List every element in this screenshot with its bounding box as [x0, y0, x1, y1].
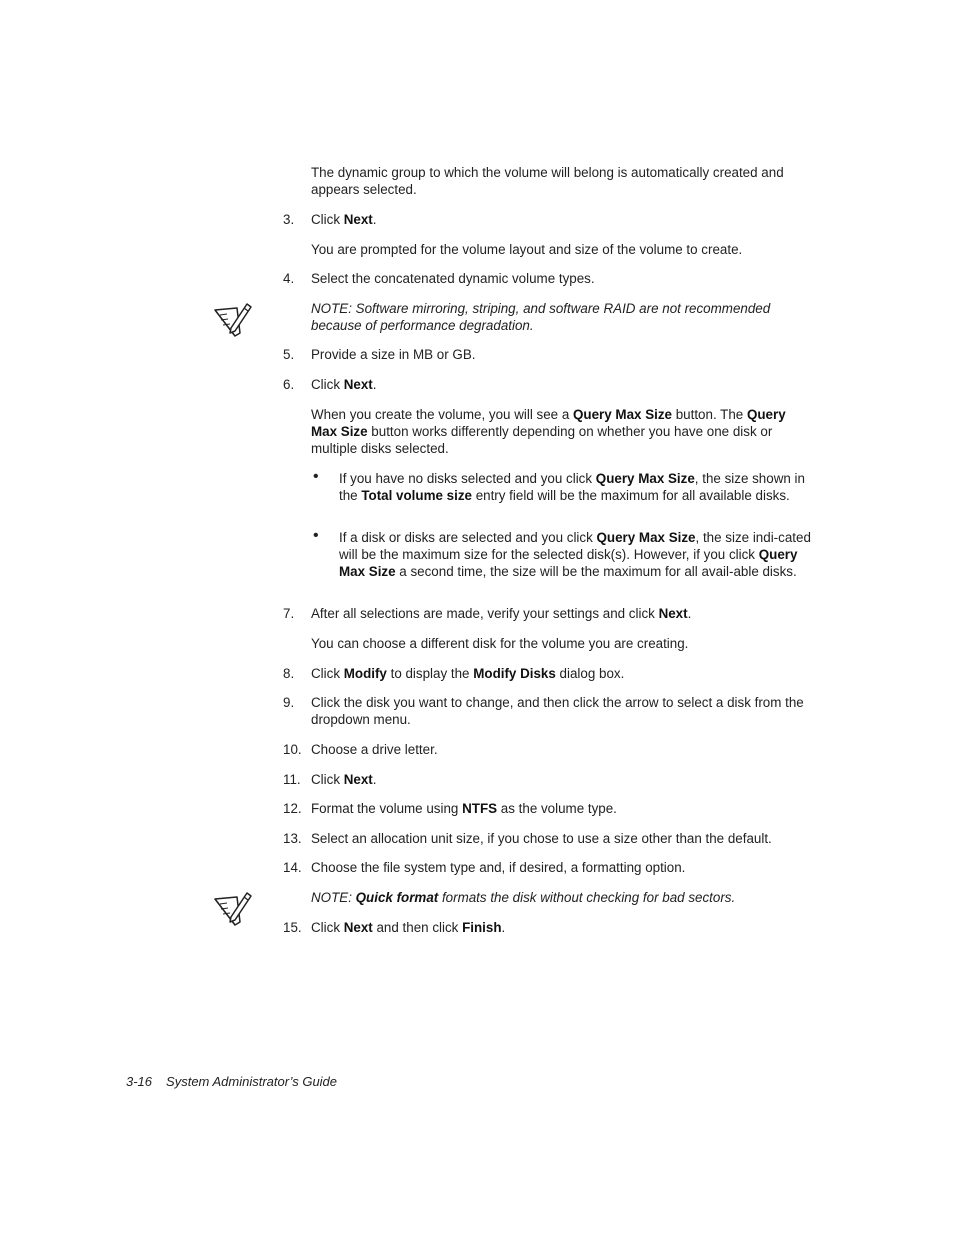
step-4-number: 4. — [283, 271, 295, 286]
step-12-text: Format the volume using NTFS as the volume type. — [311, 801, 617, 816]
note-performance: NOTE: Software mirroring, striping, and software RAID are not recommended because of performance degradation. — [311, 301, 771, 333]
step-13-number: 13. — [283, 831, 302, 846]
step-7-detail: You can choose a different disk for the volume you are creating. — [311, 636, 689, 651]
step-5-number: 5. — [283, 347, 295, 362]
step-8-number: 8. — [283, 666, 295, 681]
bullet-dot: • — [313, 468, 319, 485]
step-15-number: 15. — [283, 920, 302, 935]
page-footer — [126, 1074, 337, 1089]
step-14-number: 14. — [283, 860, 302, 875]
step-6-number: 6. — [283, 377, 295, 392]
step-10-number: 10. — [283, 742, 302, 757]
step-9-text: Click the disk you want to change, and then click the arrow to select a disk from the dropdown menu. — [311, 695, 804, 727]
step-7-number: 7. — [283, 606, 295, 621]
bullet-no-disks: If you have no disks selected and you click Query Max Size, the size shown in the Total volume size entry field will be the maximum for all available disks. — [339, 471, 805, 503]
step-14-text: Choose the file system type and, if desired, a formatting option. — [311, 860, 686, 875]
step-8-text: Click Modify to display the Modify Disks dialog box. — [311, 666, 625, 681]
bullet-dot: • — [313, 527, 319, 544]
step-3-number: 3. — [283, 212, 295, 227]
step-10-text: Choose a drive letter. — [311, 742, 438, 757]
bullet-disks-selected: If a disk or disks are selected and you click Query Max Size, the size indi-cated will be the maximum size for the selected disk(s). However, if you click Query Max Size a second time, the size will be the maximum for all avail-able disks. — [339, 530, 811, 579]
step-12-number: 12. — [283, 801, 302, 816]
step-11-number: 11. — [283, 772, 301, 787]
step-11-text: Click Next. — [311, 772, 377, 787]
step-13-text: Select an allocation unit size, if you chose to use a size other than the default. — [311, 831, 772, 846]
step-15-text: Click Next and then click Finish. — [311, 920, 506, 935]
intro-paragraph: The dynamic group to which the volume will belong is automatically created and appears selected. — [311, 165, 784, 197]
step-6-detail: When you create the volume, you will see a Query Max Size button. The Query Max Size button works differently depending on whether you have one disk or multiple disks selected. — [311, 407, 786, 456]
step-6-text: Click Next. — [311, 377, 377, 392]
note-pencil-icon — [213, 890, 253, 926]
step-4-text: Select the concatenated dynamic volume types. — [311, 271, 595, 286]
guide-title: System Administrator’s Guide — [166, 1074, 338, 1089]
step-3-detail: You are prompted for the volume layout and size of the volume to create. — [311, 242, 743, 257]
note-quick-format: NOTE: Quick format formats the disk without checking for bad sectors. — [311, 890, 736, 905]
step-5-text: Provide a size in MB or GB. — [311, 347, 476, 362]
step-9-number: 9. — [283, 695, 295, 710]
page-number: 3-16 — [126, 1074, 153, 1089]
step-7-text: After all selections are made, verify your settings and click Next. — [311, 606, 692, 621]
step-3-text: Click Next. — [311, 212, 377, 227]
note-pencil-icon — [213, 301, 253, 337]
